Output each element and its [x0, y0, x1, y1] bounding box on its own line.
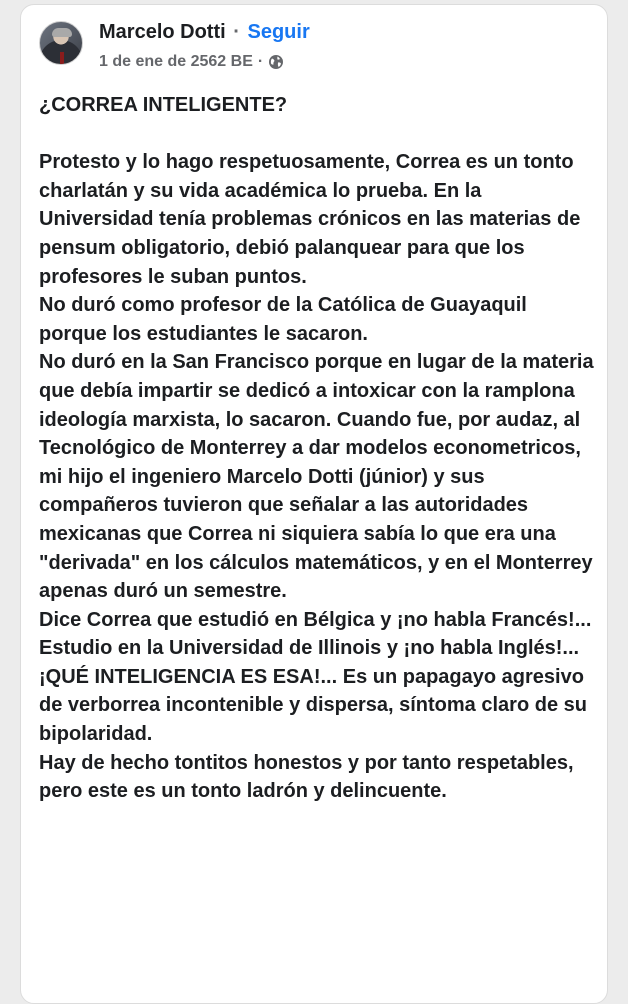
meta-separator: ·	[257, 53, 264, 70]
post-body	[39, 91, 595, 806]
avatar-tie	[60, 52, 64, 64]
post-paragraph: Protesto y lo hago respetuosamente, Correa es un tonto charlatán y su vida académica lo prueba. En la Universidad tenía problemas crónicos en las materias de pensum obligatorio, debió palanquear para que los profesores le suban puntos.	[39, 151, 581, 288]
post-title: ¿CORREA INTELIGENTE?	[39, 94, 288, 116]
author-row	[99, 21, 310, 47]
name-separator: ·	[233, 21, 240, 43]
post-paragraph: No duró en la San Francisco porque en lugar de la materia que debía impartir se dedicó a intoxicar con la ramplona ideología marxista, lo sacaron. Cuando fue, por audaz, al Tecnológico de Monterrey a dar modelos econometricos, mi hijo el ingeniero Marcelo Dotti (júnior) y sus compañeros tuvieron que señalar a las autoridades mexicanas que Correa ni siquiera sabía lo que era una "derivada" en los cálculos matemáticos, y en el Monterrey apenas duró un semestre.	[39, 351, 594, 603]
post-header	[39, 21, 589, 81]
post-card	[20, 4, 608, 1004]
author-avatar[interactable]	[39, 21, 83, 65]
globe-icon[interactable]	[268, 54, 284, 70]
post-paragraph: No duró como profesor de la Católica de Guayaquil porque los estudiantes le sacaron.	[39, 294, 527, 345]
post-paragraph: Dice Correa que estudió en Bélgica y ¡no habla Francés!... Estudio en la Universidad de Illinois y ¡no habla Inglés!... ¡QUÉ INTELIGENCIA ES ESA!... Es un papagayo agresivo de verborrea incontenible y dispersa, síntoma claro de su bipolaridad.	[39, 608, 592, 746]
post-meta	[99, 53, 284, 71]
post-paragraph: Hay de hecho tontitos honestos y por tanto respetables, pero este es un tonto ladrón y delincuente.	[39, 751, 574, 803]
post-date[interactable]: 1 de ene de 2562 BE	[99, 53, 253, 70]
follow-button[interactable]: Seguir	[247, 21, 310, 43]
author-name[interactable]: Marcelo Dotti	[99, 21, 226, 43]
avatar-hair	[52, 28, 72, 37]
